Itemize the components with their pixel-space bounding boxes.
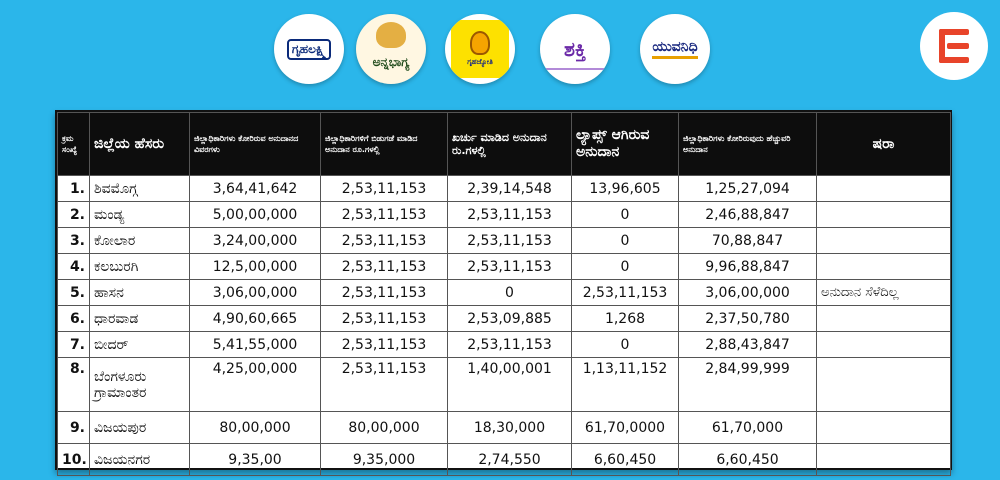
- annabhagya-logo: ಅನ್ನಭಾಗ್ಯ: [356, 14, 426, 84]
- cell-additional: 2,84,99,999: [679, 358, 817, 412]
- cell-remarks: [817, 202, 951, 228]
- cell-requested: 5,41,55,000: [190, 332, 321, 358]
- cell-spent: 2,53,09,885: [448, 306, 572, 332]
- cell-released: 2,53,11,153: [321, 332, 448, 358]
- cell-requested: 3,06,00,000: [190, 280, 321, 306]
- header-remarks: ಷರಾ: [817, 113, 951, 176]
- cell-remarks: ಅನುದಾನ ಸೆಳೆದಿಲ್ಲ: [817, 280, 951, 306]
- cell-lapsed: 61,70,0000: [572, 412, 679, 444]
- scheme-logos: [0, 0, 1000, 100]
- grant-table: [57, 112, 951, 476]
- cell-additional: 1,25,27,094: [679, 176, 817, 202]
- cell-remarks: [817, 254, 951, 280]
- table-row: [58, 412, 951, 444]
- cell-sl: 8.: [58, 358, 90, 412]
- table-row: [58, 228, 951, 254]
- cell-lapsed: 0: [572, 254, 679, 280]
- cell-spent: 2,74,550: [448, 444, 572, 476]
- header-released: ಜಿಲ್ಲಾಧಿಕಾರಿಗಳಿಗೆ ಬಿಡುಗಡೆ ಮಾಡಿದ ಅನುದಾನ ರೂ.ಗಳಲ್ಲಿ: [321, 113, 448, 176]
- cell-requested: 3,24,00,000: [190, 228, 321, 254]
- cell-spent: 2,39,14,548: [448, 176, 572, 202]
- cell-remarks: [817, 228, 951, 254]
- cell-sl: 7.: [58, 332, 90, 358]
- cell-sl: 1.: [58, 176, 90, 202]
- cell-remarks: [817, 306, 951, 332]
- header-lapsed: ಲ್ಯಾಪ್ಸ್ ಆಗಿರುವ ಅನುದಾನ: [572, 113, 679, 176]
- cell-additional: 9,96,88,847: [679, 254, 817, 280]
- cell-sl: 10.: [58, 444, 90, 476]
- cell-lapsed: 1,13,11,152: [572, 358, 679, 412]
- cell-spent: 2,53,11,153: [448, 332, 572, 358]
- channel-logo-icon: [920, 12, 988, 80]
- cell-lapsed: 0: [572, 332, 679, 358]
- cell-released: 9,35,000: [321, 444, 448, 476]
- table-row: [58, 280, 951, 306]
- cell-district: ಬೆಂಗಳೂರು ಗ್ರಾಮಾಂತರ: [90, 358, 190, 412]
- cell-lapsed: 2,53,11,153: [572, 280, 679, 306]
- cell-released: 2,53,11,153: [321, 202, 448, 228]
- cell-released: 2,53,11,153: [321, 254, 448, 280]
- cell-remarks: [817, 176, 951, 202]
- cell-released: 2,53,11,153: [321, 358, 448, 412]
- table-row: [58, 332, 951, 358]
- cell-lapsed: 6,60,450: [572, 444, 679, 476]
- cell-requested: 4,25,00,000: [190, 358, 321, 412]
- cell-lapsed: 13,96,605: [572, 176, 679, 202]
- cell-requested: 80,00,000: [190, 412, 321, 444]
- cell-additional: 70,88,847: [679, 228, 817, 254]
- cell-sl: 6.: [58, 306, 90, 332]
- cell-additional: 61,70,000: [679, 412, 817, 444]
- grain-icon: [376, 22, 406, 48]
- cell-released: 80,00,000: [321, 412, 448, 444]
- table-row: [58, 202, 951, 228]
- cell-sl: 3.: [58, 228, 90, 254]
- cell-remarks: [817, 358, 951, 412]
- cell-lapsed: 1,268: [572, 306, 679, 332]
- cell-released: 2,53,11,153: [321, 306, 448, 332]
- cell-sl: 5.: [58, 280, 90, 306]
- cell-sl: 9.: [58, 412, 90, 444]
- cell-additional: 6,60,450: [679, 444, 817, 476]
- cell-additional: 2,88,43,847: [679, 332, 817, 358]
- cell-lapsed: 0: [572, 228, 679, 254]
- cell-spent: 18,30,000: [448, 412, 572, 444]
- table-header-row: [58, 113, 951, 176]
- gruhalakshmi-logo: ಗೃಹಲಕ್ಷ್ಮಿ: [274, 14, 344, 84]
- cell-sl: 2.: [58, 202, 90, 228]
- tagline-line: [545, 68, 605, 70]
- cell-additional: 3,06,00,000: [679, 280, 817, 306]
- cell-released: 2,53,11,153: [321, 228, 448, 254]
- cell-spent: 1,40,00,001: [448, 358, 572, 412]
- header-additional: ಜಿಲ್ಲಾಧಿಕಾರಿಗಳು ಕೋರಿರುವುದು ಹೆಚ್ಚುವರಿ ಅನುದಾನ: [679, 113, 817, 176]
- cell-district: ಹಾಸನ: [90, 280, 190, 306]
- cell-spent: 2,53,11,153: [448, 228, 572, 254]
- cell-requested: 9,35,00: [190, 444, 321, 476]
- header-spent: ಖರ್ಚು ಮಾಡಿದ ಅನುದಾನ ರು.ಗಳಲ್ಲಿ: [448, 113, 572, 176]
- cell-lapsed: 0: [572, 202, 679, 228]
- header-district: ಜಿಲ್ಲೆಯ ಹೆಸರು: [90, 113, 190, 176]
- header-requested: ಜಿಲ್ಲಾಧಿಕಾರಿಗಳು ಕೋರಿರುವ ಅನುದಾನದ ವಿವರಗಳು: [190, 113, 321, 176]
- cell-remarks: [817, 412, 951, 444]
- cell-remarks: [817, 444, 951, 476]
- cell-requested: 3,64,41,642: [190, 176, 321, 202]
- table-row: [58, 176, 951, 202]
- cell-spent: 2,53,11,153: [448, 202, 572, 228]
- bulb-icon: [470, 31, 490, 55]
- cell-district: ಮಂಡ್ಯ: [90, 202, 190, 228]
- cell-district: ಕಲಬುರಗಿ: [90, 254, 190, 280]
- cell-released: 2,53,11,153: [321, 176, 448, 202]
- cell-district: ಬೀದರ್: [90, 332, 190, 358]
- cell-additional: 2,37,50,780: [679, 306, 817, 332]
- table-row: [58, 254, 951, 280]
- header-sl: ಕ್ರಮ ಸಂಖ್ಯೆ: [58, 113, 90, 176]
- cell-requested: 5,00,00,000: [190, 202, 321, 228]
- cell-district: ಧಾರವಾಡ: [90, 306, 190, 332]
- table-row: [58, 358, 951, 412]
- shakti-logo: ಶಕ್ತಿ: [540, 14, 610, 84]
- cell-sl: 4.: [58, 254, 90, 280]
- cell-district: ವಿಜಯಪುರ: [90, 412, 190, 444]
- table-row: [58, 444, 951, 476]
- cell-released: 2,53,11,153: [321, 280, 448, 306]
- cell-requested: 12,5,00,000: [190, 254, 321, 280]
- table-row: [58, 306, 951, 332]
- cell-spent: 2,53,11,153: [448, 254, 572, 280]
- grant-table-container: [55, 110, 952, 470]
- cell-district: ಶಿವಮೊಗ್ಗ: [90, 176, 190, 202]
- cell-requested: 4,90,60,665: [190, 306, 321, 332]
- cell-additional: 2,46,88,847: [679, 202, 817, 228]
- cell-district: ಕೋಲಾರ: [90, 228, 190, 254]
- gruhajyothi-logo: ಗೃಹಜ್ಯೋತಿ: [445, 14, 515, 84]
- cell-remarks: [817, 332, 951, 358]
- cell-spent: 0: [448, 280, 572, 306]
- yuvanidhi-logo: ಯುವನಿಧಿ: [640, 14, 710, 84]
- cell-district: ವಿಜಯನಗರ: [90, 444, 190, 476]
